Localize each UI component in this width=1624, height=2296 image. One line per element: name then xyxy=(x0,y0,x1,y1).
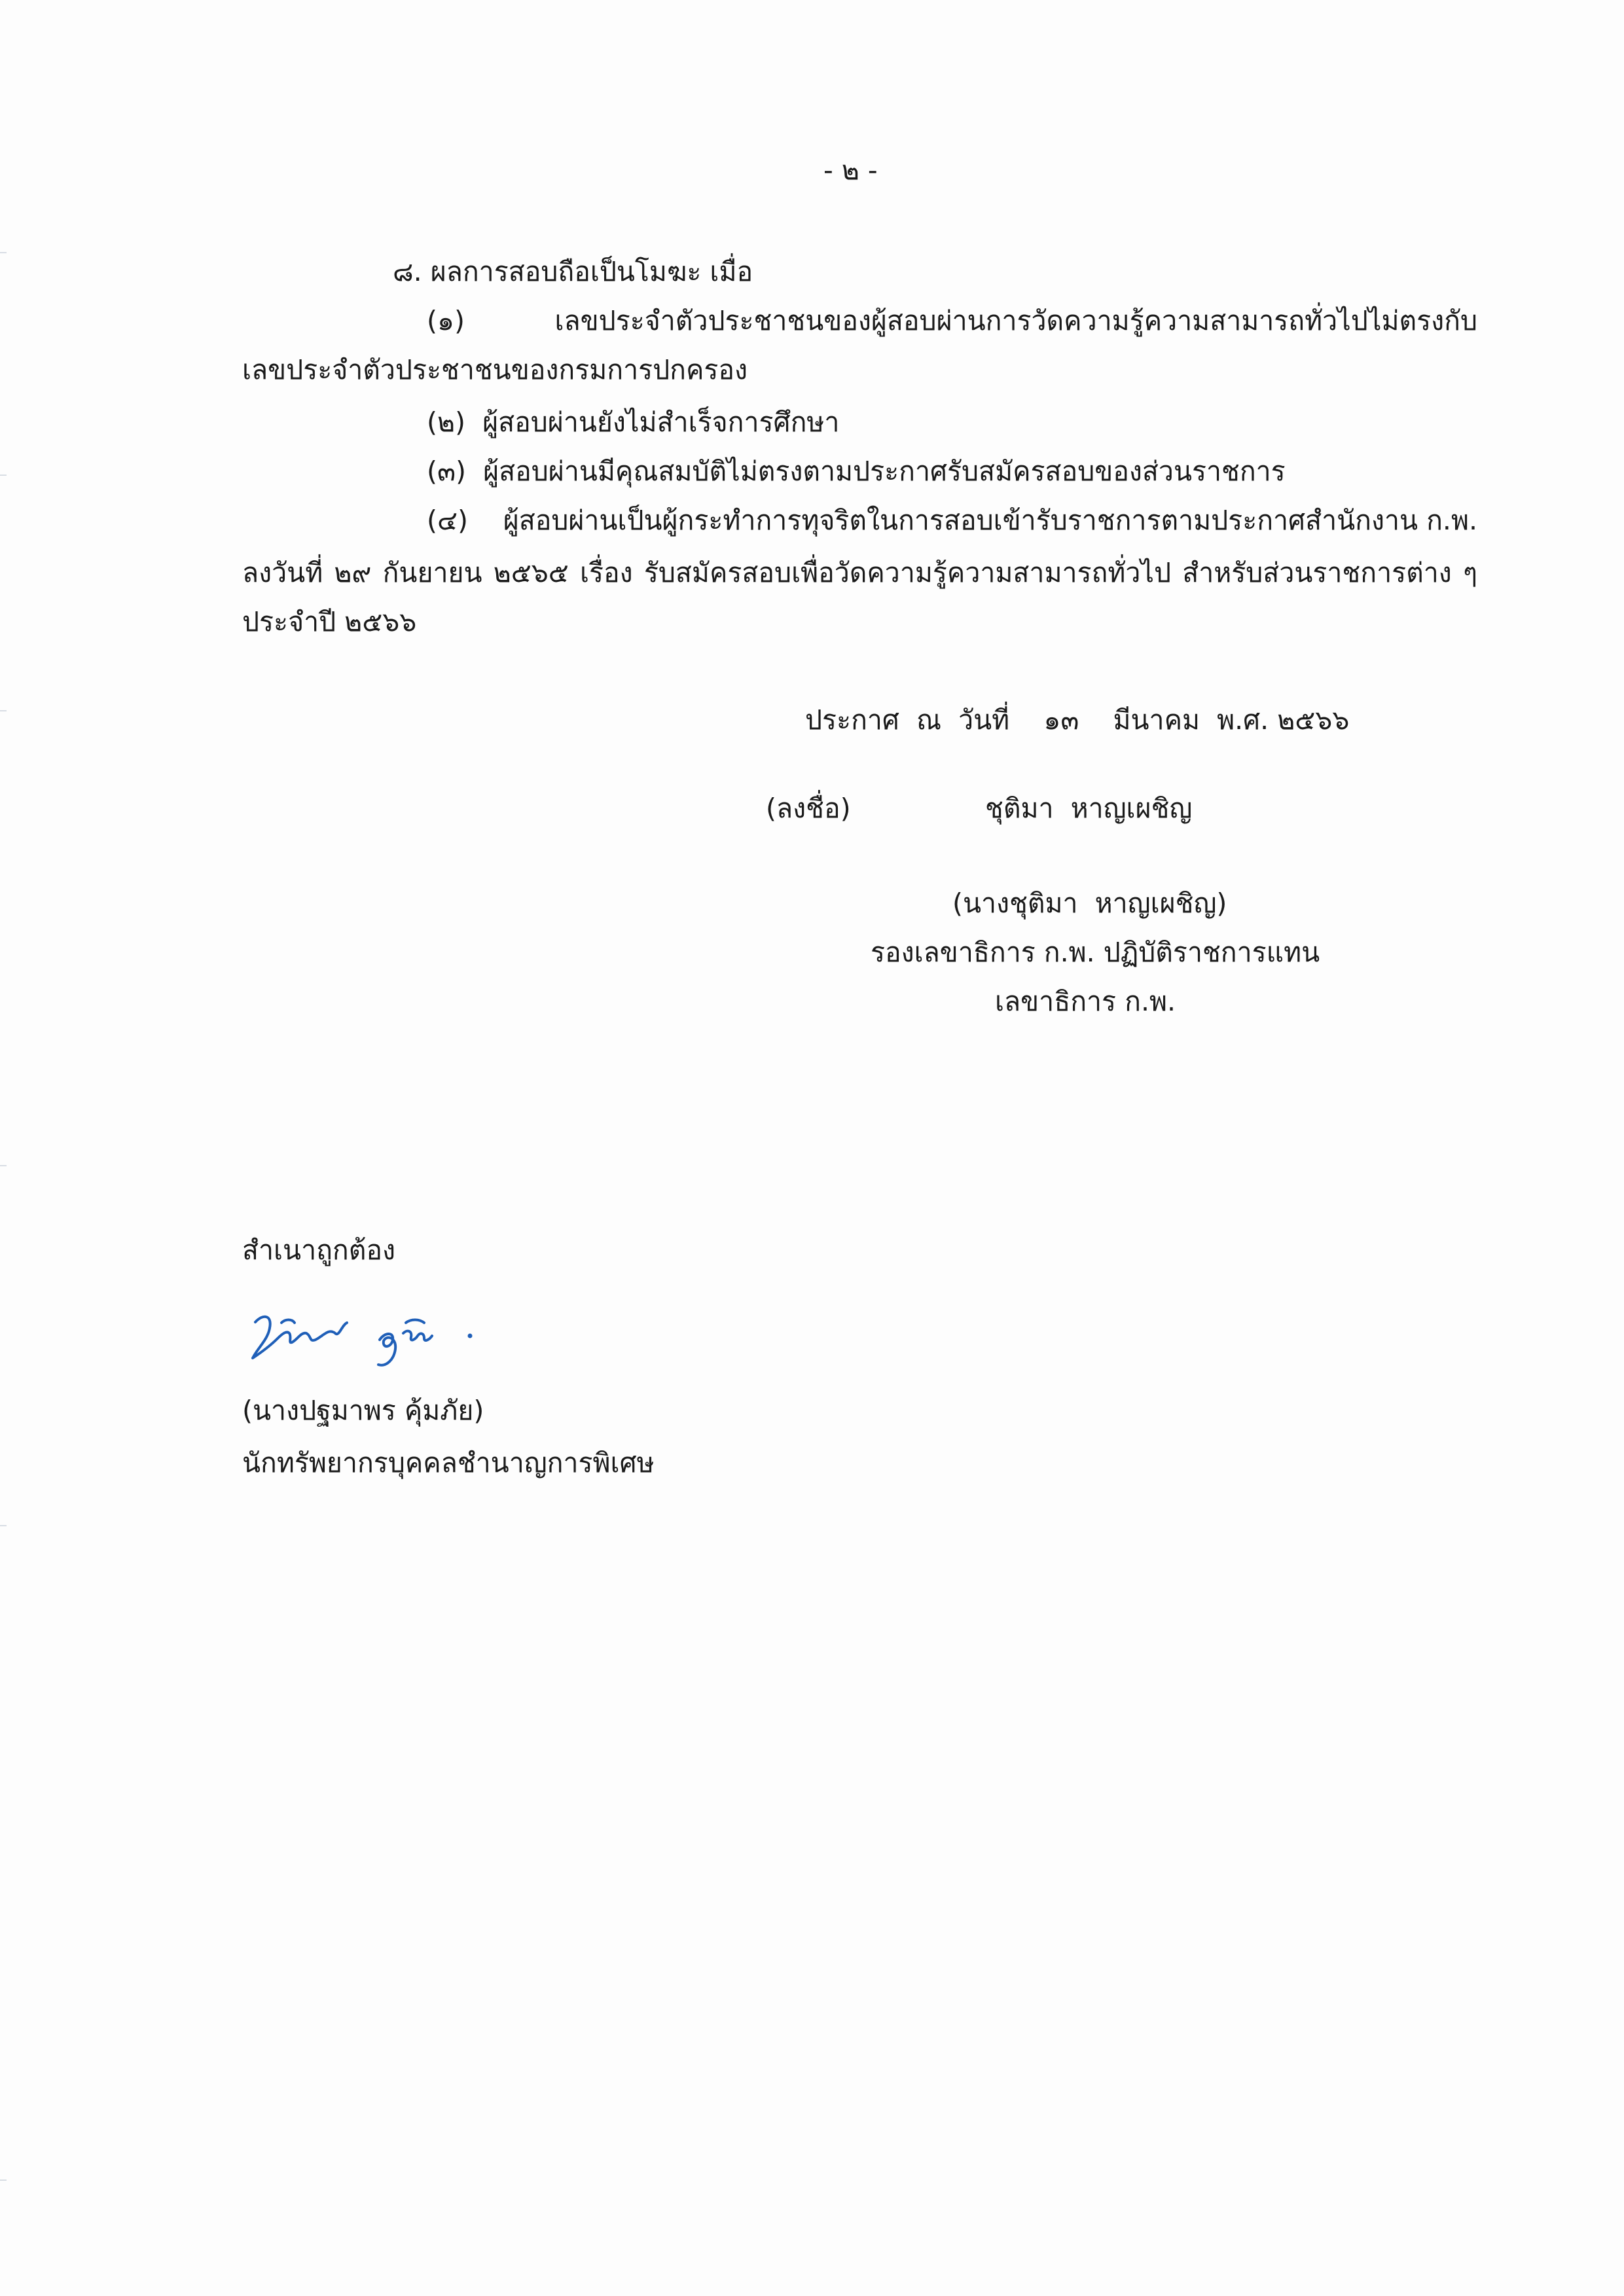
word: ลงวันที่ xyxy=(242,557,323,588)
sub-item-4-line3: ประจำปี ๒๕๖๖ xyxy=(242,606,417,637)
word: ๒๕๖๕ xyxy=(493,557,569,588)
sub-item-text: ผู้สอบผ่านยังไม่สำเร็จการศึกษา xyxy=(482,406,840,438)
scan-edge-mark xyxy=(0,475,7,476)
scan-edge-mark xyxy=(0,710,7,711)
sub-item-2 xyxy=(427,406,840,438)
word: สำหรับส่วนราชการต่าง xyxy=(1182,557,1452,588)
signed-name: ชุติมา หาญเผชิญ xyxy=(985,793,1193,824)
word: รับสมัครสอบเพื่อวัดความรู้ความสามารถทั่วไป xyxy=(643,557,1172,588)
sub-item-text: ผู้สอบผ่านมีคุณสมบัติไม่ตรงตามประกาศรับสมัครสอบของส่วนราชการ xyxy=(483,456,1286,487)
word: ๒๙ xyxy=(334,557,372,588)
sub-item-text: ผู้สอบผ่านเป็นผู้กระทำการทุจริตในการสอบเข้ารับราชการตามประกาศสำนักงาน ก.พ. xyxy=(503,505,1477,536)
sub-item-4-line2 xyxy=(242,557,1477,588)
word: ๆ xyxy=(1462,557,1477,588)
certifier-position: นักทรัพยากรบุคคลชำนาญการพิเศษ xyxy=(242,1447,655,1479)
scan-edge-mark xyxy=(0,252,7,253)
word: กันยายน xyxy=(382,557,482,588)
announcement-date: ประกาศ ณ วันที่ ๑๓ มีนาคม พ.ศ. ๒๕๖๖ xyxy=(805,704,1350,736)
sub-item-3 xyxy=(427,458,1286,485)
sub-item-1-line2: เลขประจำตัวประชาชนของกรมการปกครอง xyxy=(242,354,748,386)
signatory-full-name: (นางชุติมา หาญเผชิญ) xyxy=(952,888,1227,919)
certified-copy-label: สำเนาถูกต้อง xyxy=(242,1234,396,1266)
signatory-position-line1: รองเลขาธิการ ก.พ. ปฏิบัติราชการแทน xyxy=(871,937,1320,968)
signed-label: (ลงชื่อ) xyxy=(766,793,851,824)
handwritten-signature xyxy=(244,1299,486,1371)
scan-edge-mark xyxy=(0,1165,7,1166)
item-8-heading: ๘. ผลการสอบถือเป็นโมฆะ เมื่อ xyxy=(393,256,753,287)
signatory-position-line2: เลขาธิการ ก.พ. xyxy=(995,986,1176,1017)
page-number: - ๒ - xyxy=(823,154,878,186)
sub-item-4-line1 xyxy=(427,507,1477,534)
scan-edge-mark xyxy=(0,2179,7,2181)
word: เรื่อง xyxy=(580,557,633,588)
sub-item-number: (๑) xyxy=(427,305,465,336)
sub-item-1-line1 xyxy=(427,305,1477,336)
sub-item-number: (๓) xyxy=(427,456,467,487)
scan-edge-mark xyxy=(0,1525,7,1526)
sub-item-number: (๒) xyxy=(427,406,466,438)
certifier-name: (นางปฐมาพร คุ้มภัย) xyxy=(242,1395,484,1426)
sub-item-text: เลขประจำตัวประชาชนของผู้สอบผ่านการวัดความรู้ความสามารถทั่วไปไม่ตรงกับ xyxy=(554,305,1477,336)
sub-item-number: (๔) xyxy=(427,505,469,536)
